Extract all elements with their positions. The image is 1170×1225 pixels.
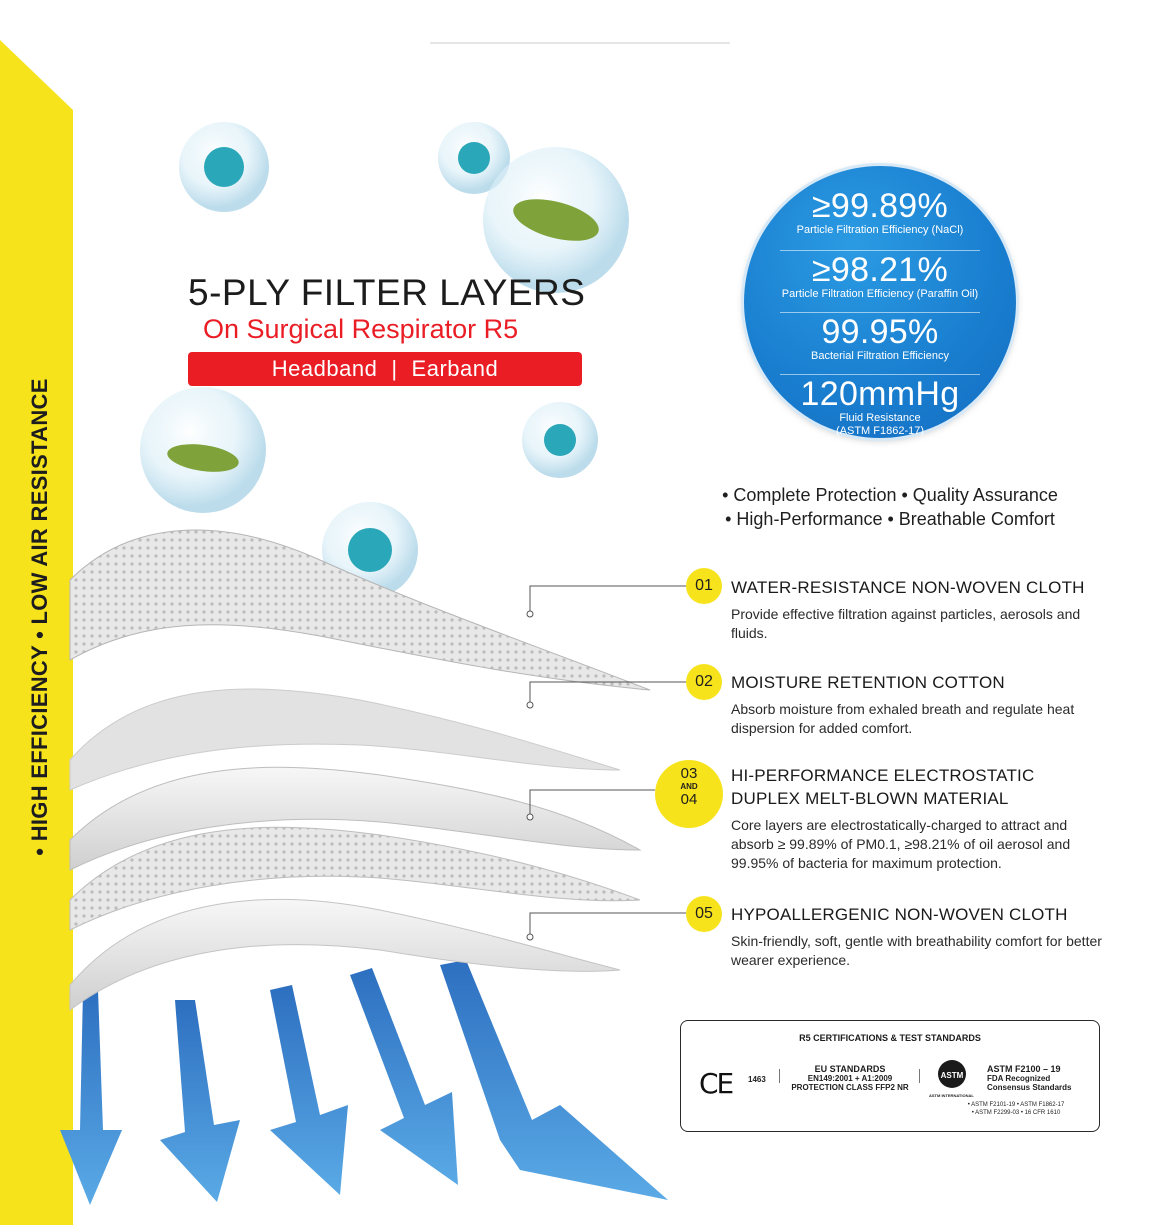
page-subtitle: On Surgical Respirator R5 xyxy=(203,314,519,344)
variant-earband: Earband xyxy=(411,356,499,381)
eu-standards xyxy=(785,1065,915,1092)
astm-list-2: • ASTM F2299-03 • 16 CFR 1610 xyxy=(971,1110,1061,1116)
layer-desc-01: Provide effective filtration against particles, aerosols and fluids. xyxy=(731,606,1081,641)
badge-num-04: 04 xyxy=(680,791,698,808)
stat-nacl xyxy=(744,188,1016,237)
layer-title-05: HYPOALLERGENIC NON-WOVEN CLOTH xyxy=(731,905,1068,924)
stat-value: ≥99.89% xyxy=(811,187,949,225)
stats-circle xyxy=(744,166,1016,438)
badge-num-03: 03 xyxy=(680,765,698,782)
eu-line2: PROTECTION CLASS FFP2 NR xyxy=(791,1083,909,1092)
airflow-arrows xyxy=(60,960,668,1205)
stat-value: 120mmHg xyxy=(800,375,960,413)
variant-separator: | xyxy=(391,356,398,381)
cert-divider xyxy=(779,1069,780,1083)
stat-value: 99.95% xyxy=(821,313,939,351)
astm-international-label: ASTM INTERNATIONAL xyxy=(929,1093,974,1098)
filter-layer-stack xyxy=(70,530,650,1010)
stat-paraffin xyxy=(744,252,1016,301)
certifications-title: R5 CERTIFICATIONS & TEST STANDARDS xyxy=(799,1033,981,1043)
stat-bacterial xyxy=(744,314,1016,363)
layer-badge-03-04 xyxy=(655,760,723,828)
layer-desc-02: Absorb moisture from exhaled breath and regulate heat dispersion for added comfort. xyxy=(731,701,1075,736)
virus-bubble-1 xyxy=(179,122,269,212)
astm-logo-icon xyxy=(937,1059,967,1089)
astm-list-1: • ASTM F2101-19 • ASTM F1862-17 xyxy=(967,1102,1065,1108)
page-title: 5-PLY FILTER LAYERS xyxy=(188,272,586,313)
astm-logo-text: ASTM xyxy=(940,1071,964,1080)
stat-fluid xyxy=(744,376,1016,438)
stat-label: Fluid Resistance xyxy=(839,412,921,424)
ce-mark-icon: CE xyxy=(699,1067,733,1100)
layer-badge-02: 02 xyxy=(686,664,722,700)
feature-line-1: • Complete Protection • Quality Assurance xyxy=(722,485,1058,505)
layer-title-03-04-line2: DUPLEX MELT-BLOWN MATERIAL xyxy=(731,789,1009,808)
layer-desc-05: Skin-friendly, soft, gentle with breathability comfort for better wearer experience. xyxy=(731,933,1102,968)
astm-line1: FDA Recognized xyxy=(987,1074,1051,1083)
stat-label: Particle Filtration Efficiency (Paraffin Oil) xyxy=(781,288,979,300)
stat-label-sub: (ASTM F1862-17) xyxy=(835,425,925,437)
layer-title-03-04: HI-PERFORMANCE ELECTROSTATIC xyxy=(731,766,1035,785)
layer-badge-01: 01 xyxy=(686,568,722,604)
badge-and: AND xyxy=(680,782,698,791)
astm-standards xyxy=(987,1065,1071,1092)
feature-line-2: • High-Performance • Breathable Comfort xyxy=(725,509,1055,529)
astm-title: ASTM F2100 – 19 xyxy=(987,1064,1061,1074)
layer-badge-05: 05 xyxy=(686,896,722,932)
ce-code: 1463 xyxy=(748,1075,766,1084)
stat-label: Bacterial Filtration Efficiency xyxy=(811,350,949,362)
layer-desc-03-04: Core layers are electrostatically-charged to attract and absorb ≥ 99.89% of PM0.1, ≥98.21% of oil aerosol and 99.95% of bacteria for maximum protection. xyxy=(731,817,1071,871)
layer-title-01: WATER-RESISTANCE NON-WOVEN CLOTH xyxy=(731,578,1085,597)
virus-bubble-3 xyxy=(522,402,598,478)
astm-line2: Consensus Standards xyxy=(987,1083,1072,1092)
stat-label: Particle Filtration Efficiency (NaCl) xyxy=(796,224,964,236)
variant-headband: Headband xyxy=(271,356,378,381)
layer-title-02: MOISTURE RETENTION COTTON xyxy=(731,673,1005,692)
side-band-text: • HIGH EFFICIENCY • LOW AIR RESISTANCE xyxy=(27,378,52,856)
variant-bar xyxy=(188,352,582,386)
astm-test-list xyxy=(951,1101,1081,1117)
eu-line1: EN149:2001 + A1:2009 xyxy=(807,1074,893,1083)
cert-divider xyxy=(919,1069,920,1083)
certifications-box xyxy=(680,1020,1100,1132)
bacteria-bubble-2 xyxy=(140,387,266,513)
eu-title: EU STANDARDS xyxy=(814,1064,886,1074)
stat-value: ≥98.21% xyxy=(811,251,949,289)
